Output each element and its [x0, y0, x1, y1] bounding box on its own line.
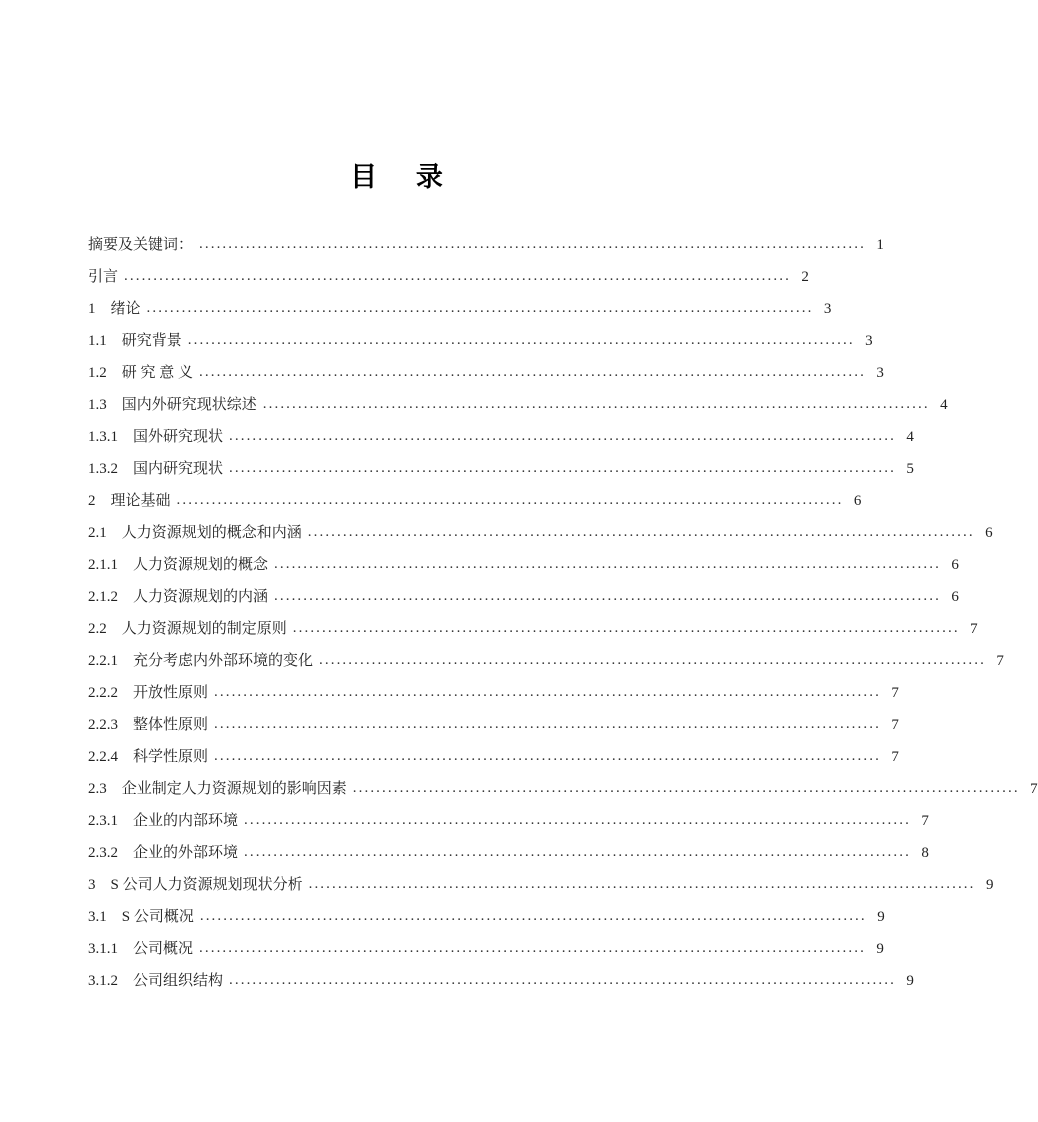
toc-entry-page-number: 9 [986, 877, 994, 893]
toc-dot-leader: .................................................................................................................. [229, 972, 896, 988]
table-of-contents [0, 236, 1038, 1006]
toc-entry-label: 科学性原则 [133, 749, 209, 765]
toc-entry-page-number: 3 [823, 301, 832, 317]
toc-entry-label: 人力资源规划的概念 [133, 557, 269, 573]
toc-entry-page-number: 7 [891, 717, 899, 733]
toc-entry[interactable] [88, 716, 899, 750]
toc-dot-leader: .................................................................................................................. [176, 492, 844, 508]
toc-entry-label: S 公司概况 [121, 909, 194, 925]
toc-dot-leader: .................................................................................................................. [352, 780, 1020, 796]
toc-entry-label: 引言 [88, 269, 119, 285]
toc-entry-page-number: 8 [921, 845, 929, 861]
toc-entry-number: 2.1.1 [88, 557, 118, 573]
toc-entry-label: S 公司人力资源规划现状分析 [110, 877, 303, 893]
toc-entry-number: 2.2.4 [88, 749, 118, 765]
toc-entry-gap [118, 846, 133, 861]
toc-entry-gap [107, 622, 122, 637]
toc-entry-page-number: 3 [876, 365, 884, 381]
toc-entry[interactable] [88, 588, 959, 622]
toc-entry-number: 2.3.2 [88, 845, 118, 861]
toc-entry-number: 3 [88, 877, 96, 893]
toc-dot-leader: .................................................................................................................. [319, 652, 986, 668]
toc-entry-gap [118, 750, 133, 765]
toc-entry-page-number: 7 [921, 813, 929, 829]
page-title: 目 录 [350, 162, 459, 192]
toc-entry-gap [118, 462, 133, 477]
toc-entry-gap [118, 718, 133, 733]
toc-entry-gap [96, 878, 111, 893]
toc-entry-number: 2.1 [88, 525, 107, 541]
toc-dot-leader: .................................................................................................................. [274, 588, 941, 604]
toc-entry-gap [107, 334, 122, 349]
toc-entry-page-number: 6 [853, 493, 862, 509]
toc-entry-number: 2.2.1 [88, 653, 118, 669]
toc-entry-page-number: 9 [876, 941, 884, 957]
toc-entry-label: 公司组织结构 [133, 973, 224, 989]
toc-entry[interactable] [88, 684, 899, 718]
toc-entry[interactable] [88, 300, 832, 334]
toc-entry-page-number: 6 [951, 557, 959, 573]
toc-entry-page-number: 7 [1030, 781, 1038, 797]
toc-dot-leader: .................................................................................................................. [199, 236, 866, 252]
toc-entry-gap [107, 526, 122, 541]
toc-entry-label: 充分考虑内外部环境的变化 [133, 653, 314, 669]
toc-entry-number: 1.2 [88, 365, 107, 381]
toc-entry-page-number: 4 [940, 397, 948, 413]
toc-entry-page-number: 7 [996, 653, 1004, 669]
toc-entry-label: 公司概况 [133, 941, 194, 957]
toc-entry[interactable] [88, 364, 884, 398]
toc-entry-page-number: 9 [906, 973, 914, 989]
toc-dot-leader: .................................................................................................................. [244, 844, 911, 860]
toc-entry[interactable] [88, 876, 994, 910]
toc-dot-leader: .................................................................................................................. [146, 300, 814, 316]
toc-entry[interactable] [88, 556, 959, 590]
toc-entry-number: 1.3.2 [88, 461, 118, 477]
toc-entry-page-number: 4 [906, 429, 914, 445]
toc-entry[interactable] [88, 972, 914, 1006]
toc-dot-leader: .................................................................................................................. [214, 716, 881, 732]
toc-entry-label: 企业的外部环境 [133, 845, 239, 861]
toc-entry-gap [96, 494, 111, 509]
toc-entry-page-number: 3 [865, 333, 873, 349]
toc-entry-label: 绪论 [110, 301, 141, 317]
toc-dot-leader: .................................................................................................................. [229, 428, 896, 444]
toc-entry[interactable] [88, 812, 929, 846]
toc-entry[interactable] [88, 236, 884, 270]
toc-entry[interactable] [88, 748, 899, 782]
toc-entry-label: 摘要及关键词： [88, 237, 194, 253]
toc-entry-gap [118, 814, 133, 829]
toc-entry-page-number: 9 [877, 909, 885, 925]
toc-entry-page-number: 2 [801, 269, 809, 285]
toc-entry[interactable] [88, 652, 1004, 686]
toc-entry-gap [118, 430, 133, 445]
toc-entry-label: 人力资源规划的内涵 [133, 589, 269, 605]
toc-entry[interactable] [88, 524, 993, 558]
toc-dot-leader: .................................................................................................................. [229, 460, 896, 476]
toc-entry[interactable] [88, 460, 914, 494]
toc-dot-leader: .................................................................................................................. [199, 908, 867, 924]
toc-dot-leader: .................................................................................................................. [292, 620, 960, 636]
toc-entry-number: 2.1.2 [88, 589, 118, 605]
toc-entry[interactable] [88, 396, 948, 430]
toc-entry[interactable] [88, 844, 929, 878]
toc-dot-leader: .................................................................................................................. [199, 940, 866, 956]
toc-entry-gap [107, 782, 122, 797]
toc-dot-leader: .................................................................................................................. [274, 556, 941, 572]
toc-entry-gap [118, 942, 133, 957]
toc-entry[interactable] [88, 908, 885, 942]
toc-entry-number: 1.1 [88, 333, 107, 349]
toc-entry[interactable] [88, 780, 1038, 814]
toc-entry-number: 2.2.2 [88, 685, 118, 701]
toc-entry-gap [118, 590, 133, 605]
toc-entry-number: 1.3.1 [88, 429, 118, 445]
toc-entry[interactable] [88, 268, 809, 302]
toc-dot-leader: .................................................................................................................. [214, 684, 881, 700]
toc-entry-gap [107, 910, 122, 925]
toc-entry-label: 整体性原则 [133, 717, 209, 733]
toc-entry-page-number: 6 [985, 525, 993, 541]
toc-entry-gap [118, 974, 133, 989]
toc-entry-number: 1.3 [88, 397, 107, 413]
toc-entry[interactable] [88, 492, 862, 526]
toc-entry-label: 理论基础 [110, 493, 171, 509]
toc-dot-leader: .................................................................................................................. [262, 396, 930, 412]
toc-entry-label: 人力资源规划的概念和内涵 [121, 525, 302, 541]
toc-entry-number: 2.2.3 [88, 717, 118, 733]
toc-entry-page-number: 1 [876, 237, 884, 253]
toc-dot-leader: .................................................................................................................. [308, 876, 976, 892]
toc-entry-label: 人力资源规划的制定原则 [121, 621, 287, 637]
toc-entry-gap [96, 302, 111, 317]
toc-entry-gap [107, 398, 122, 413]
toc-entry-gap [118, 654, 133, 669]
toc-entry-number: 3.1.1 [88, 941, 118, 957]
toc-entry-number: 3.1 [88, 909, 107, 925]
toc-entry-number: 2.2 [88, 621, 107, 637]
toc-entry-number: 2.3 [88, 781, 107, 797]
toc-dot-leader: .................................................................................................................. [187, 332, 855, 348]
toc-dot-leader: .................................................................................................................. [307, 524, 975, 540]
toc-entry-page-number: 7 [891, 749, 899, 765]
toc-entry-gap [118, 558, 133, 573]
toc-entry-gap [107, 366, 122, 381]
toc-entry-label: 国内外研究现状综述 [121, 397, 257, 413]
toc-entry-number: 2 [88, 493, 96, 509]
toc-entry-number: 1 [88, 301, 96, 317]
toc-dot-leader: .................................................................................................................. [244, 812, 911, 828]
toc-dot-leader: .................................................................................................................. [124, 268, 791, 284]
toc-entry-gap [118, 686, 133, 701]
toc-entry[interactable] [88, 332, 873, 366]
toc-entry-page-number: 7 [891, 685, 899, 701]
toc-entry-page-number: 7 [970, 621, 978, 637]
toc-dot-leader: .................................................................................................................. [214, 748, 881, 764]
toc-entry[interactable] [88, 940, 884, 974]
toc-entry-label: 企业制定人力资源规划的影响因素 [121, 781, 347, 797]
toc-entry-number: 2.3.1 [88, 813, 118, 829]
toc-entry-number: 3.1.2 [88, 973, 118, 989]
toc-entry[interactable] [88, 428, 914, 462]
toc-entry-label: 开放性原则 [133, 685, 209, 701]
toc-entry-label: 企业的内部环境 [133, 813, 239, 829]
toc-entry-label: 研 究 意 义 [121, 365, 194, 381]
toc-entry-page-number: 6 [951, 589, 959, 605]
toc-entry-label: 研究背景 [121, 333, 182, 349]
toc-dot-leader: .................................................................................................................. [199, 364, 866, 380]
toc-entry-label: 国内研究现状 [133, 461, 224, 477]
toc-entry-page-number: 5 [906, 461, 914, 477]
toc-entry[interactable] [88, 620, 978, 654]
toc-entry-label: 国外研究现状 [133, 429, 224, 445]
